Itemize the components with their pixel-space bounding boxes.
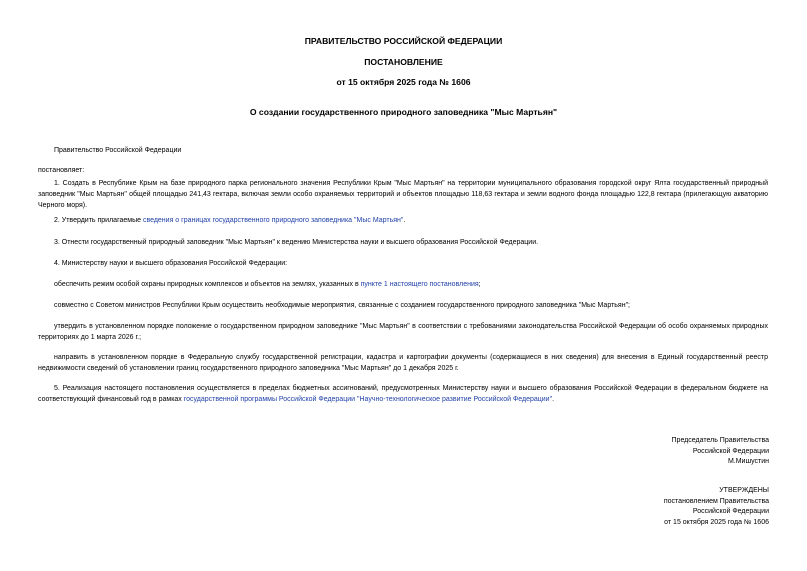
paragraph-5 — [38, 383, 768, 405]
org-heading: ПРАВИТЕЛЬСТВО РОССИЙСКОЙ ФЕДЕРАЦИИ — [304, 36, 503, 46]
doc-type-heading: ПОСТАНОВЛЕНИЕ — [364, 57, 443, 67]
approved-line-1: постановлением Правительства — [663, 497, 769, 505]
paragraph-5-end: . — [552, 396, 555, 403]
approved-label: УТВЕРЖДЕНЫ — [719, 487, 769, 494]
state-program-link[interactable]: государственной программы Российской Федерации "Научно-технологическое развитие Российской Федерации" — [183, 396, 553, 403]
point-1-link[interactable]: пункте 1 настоящего постановления — [360, 281, 479, 288]
approved-line-2: Российской Федерации — [692, 508, 769, 515]
paragraph-4a — [38, 279, 768, 290]
date-number-heading: от 15 октября 2025 года № 1606 — [336, 77, 471, 87]
paragraph-5-text: 5. Реализация настоящего постановления осуществляется в пределах бюджетных ассигнований, предусмотренных Министерству науки и высшего образования Российской Федерации в федеральном бюджете на соответствующий финансовый год в рамках — [38, 385, 768, 403]
paragraph-2 — [38, 215, 768, 226]
paragraph-4: 4. Министерству науки и высшего образования Российской Федерации: — [54, 260, 288, 267]
signature-name: М.Мишустин — [727, 458, 769, 465]
paragraph-4a-end: ; — [478, 281, 481, 288]
resolves-text: постановляет: — [38, 167, 85, 174]
paragraph-2-text: 2. Утвердить прилагаемые — [54, 217, 143, 224]
document-title: О создании государственного природного заповедника "Мыс Мартьян" — [249, 107, 558, 117]
paragraph-2-end: . — [403, 217, 406, 224]
paragraph-4d: направить в установленном порядке в Федеральную службу государственной регистрации, кадастра и картографии документы (содержащиеся в них сведения) для внесения в Единый государственный реестр недвижимости сведений об установлении границ государственного природного заповедника "Мыс Мартьян" до 1 декабря 2025 г. — [38, 354, 768, 372]
approval-block — [664, 486, 769, 528]
boundaries-info-link[interactable]: сведения о границах государственного природного заповедника "Мыс Мартьян" — [142, 217, 404, 224]
approved-line-3: от 15 октября 2025 года № 1606 — [664, 518, 769, 526]
signature-block — [672, 436, 769, 468]
paragraph-4b: совместно с Советом министров Республики Крым осуществить необходимые мероприятия, связанные с созданием государственного природного заповедника "Мыс Мартьян"; — [54, 302, 631, 309]
intro-text: Правительство Российской Федерации — [54, 147, 182, 154]
paragraph-3: 3. Отнести государственный природный заповедник "Мыс Мартьян" к ведению Министерства науки и высшего образования Российской Федерации. — [54, 239, 539, 246]
signature-line-1: Председатель Правительства — [671, 437, 769, 444]
signature-line-2: Российской Федерации — [692, 447, 769, 455]
paragraph-4a-text: обеспечить режим особой охраны природных комплексов и объектов на землях, указанных в — [54, 281, 361, 288]
paragraph-1: 1. Создать в Республике Крым на базе природного парка регионального значения Республики Крым "Мыс Мартьян" на территории муниципального образования городской округ Ялта государственный природный заповедник "Мыс Мартьян" общей площадью 241,43 гектара, включая земли особо охраняемых территорий и объектов площадью 118,63 гектара и земли водного фонда площадью 122,8 гектара (прилегающую акваторию Черного моря). — [38, 180, 768, 209]
paragraph-4c: утвердить в установленном порядке положение о государственном природном заповеднике "Мыс Мартьян" в соответствии с требованиями законодательства Российской Федерации об особо охраняемых природных территориях до 1 марта 2026 г.; — [38, 323, 768, 341]
